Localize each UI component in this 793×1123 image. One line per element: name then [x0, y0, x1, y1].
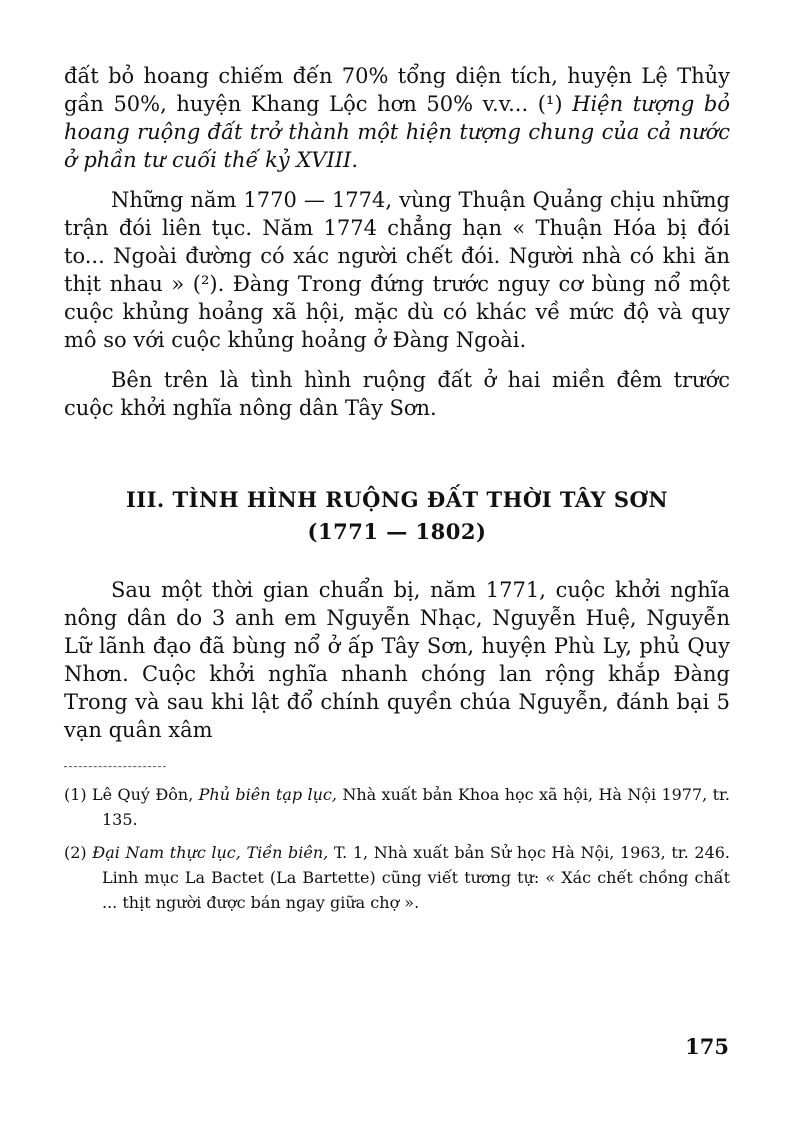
paragraph-1-text: đất bỏ hoang chiếm đến 70% tổng diện tích, huyện Lệ Thủy gần 50%, huyện Khang Lộc hơn 50% v.v... (¹) [64, 64, 730, 116]
footnote-2-mark: (2) [64, 843, 93, 862]
footnote-2-rest: T. 1, Nhà xuất bản Sử học Hà Nội, 1963, tr. 246. Linh mục La Bactet (La Bartette) cũng viết tương tự: « Xác chết chồng chất ... thịt người được bán ngay giữa chợ ». [102, 843, 731, 912]
section-heading: III. TÌNH HÌNH RUỘNG ĐẤT THỜI TÂY SƠN [125, 487, 669, 512]
page-body [64, 62, 730, 915]
footnote-2-title: Đại Nam thực lục, Tiền biên, [92, 843, 329, 862]
paragraph-1-italic: Hiện tượng bỏ hoang ruộng đất trở thành một hiện tượng chung của cả nước ở phần tư cuối thế kỷ XVIII. [64, 92, 730, 172]
section-years: (1771 — 1802) [307, 519, 487, 544]
page-number: 175 [685, 1034, 729, 1059]
footnote-1 [64, 782, 730, 832]
paragraph-1 [64, 62, 730, 174]
footnote-1-mark: (1) [64, 785, 93, 804]
footnote-2 [64, 840, 730, 915]
paragraph-2: Những năm 1770 — 1774, vùng Thuận Quảng chịu những trận đói liên tục. Năm 1774 chẳng hạn « Thuận Hóa bị đói to... Ngoài đường có xác người chết đói. Người nhà có khi ăn thịt nhau » (²). Đàng Trong đứng trước nguy cơ bùng nổ một cuộc khủng hoảng xã hội, mặc dù có khác về mức độ và quy mô so với cuộc khủng hoảng ở Đàng Ngoài. [64, 188, 730, 352]
paragraph-4: Sau một thời gian chuẩn bị, năm 1771, cuộc khởi nghĩa nông dân do 3 anh em Nguyễn Nhạc, Nguyễn Huệ, Nguyễn Lữ lãnh đạo đã bùng nổ ở ấp Tây Sơn, huyện Phù Ly, phủ Quy Nhơn. Cuộc khởi nghĩa nhanh chóng lan rộng khắp Đàng Trong và sau khi lật đổ chính quyền chúa Nguyễn, đánh bại 5 vạn quân xâm [64, 578, 730, 742]
footnote-1-title: Phủ biên tạp lục, [198, 785, 337, 804]
paragraph-3: Bên trên là tình hình ruộng đất ở hai miền đêm trước cuộc khởi nghĩa nông dân Tây Sơn. [64, 368, 730, 420]
footnote-1-rest: Nhà xuất bản Khoa học xã hội, Hà Nội 1977, tr. 135. [102, 785, 731, 829]
footnote-1-author: Lê Quý Đôn, [92, 785, 199, 804]
